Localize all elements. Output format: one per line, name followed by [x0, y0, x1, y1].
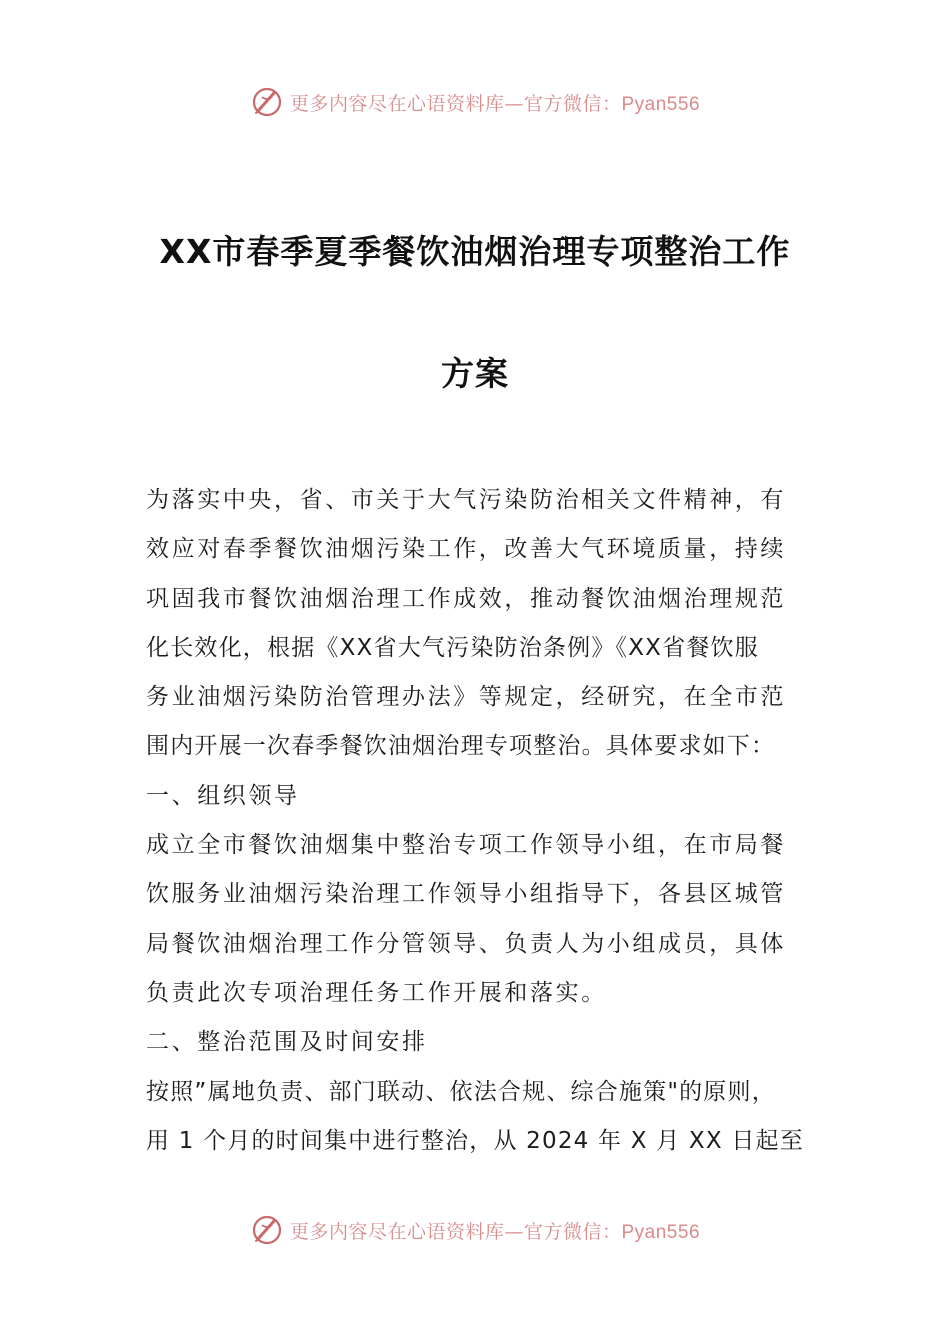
document-body: [146, 476, 826, 1166]
body-line: 化长效化，根据《XX省大气污染防治条例》《XX省餐饮服: [146, 634, 759, 661]
watermark-text: [290, 1217, 700, 1244]
wechat-id: Pyan556: [621, 93, 701, 115]
body-line: 围内开展一次春季餐饮油烟治理专项整治。具体要求如下：: [146, 733, 776, 760]
watermark-banner-bottom: [0, 1210, 950, 1250]
body-line: 务业油烟污染防治管理办法》等规定，经研究，在全市范: [146, 684, 786, 711]
body-line: 按照”属地负责、部门联动、依法合规、综合施策"的原则，: [146, 1078, 776, 1105]
body-line: 用 1 个月的时间集中进行整治，从 2024 年 X 月 XX 日起至: [146, 1127, 804, 1154]
section-heading: 一、组织领导: [146, 782, 300, 809]
section-heading: 二、整治范围及时间安排: [146, 1029, 428, 1056]
body-line: 为落实中央，省、市关于大气污染防治相关文件精神，有: [146, 487, 786, 513]
page-title-line-1: XX市春季夏季餐饮油烟治理专项整治工作: [159, 232, 791, 271]
wechat-id: Pyan556: [621, 1221, 701, 1243]
body-line: 成立全市餐饮油烟集中整治专项工作领导小组，在市局餐: [146, 832, 786, 859]
page-title-line-2: 方案: [441, 354, 509, 393]
watermark-label: 更多内容尽在心语资料库—官方微信：: [289, 1220, 622, 1243]
pen-logo-icon: [250, 1213, 284, 1247]
watermark-label: 更多内容尽在心语资料库—官方微信：: [289, 92, 622, 115]
body-line: 巩固我市餐饮油烟治理工作成效，推动餐饮油烟治理规范: [146, 585, 786, 612]
body-line: 负责此次专项治理任务工作开展和落实。: [146, 979, 607, 1006]
watermark-text: [290, 89, 700, 116]
pen-logo-icon: [250, 85, 284, 119]
body-line: 效应对春季餐饮油烟污染工作，改善大气环境质量，持续: [146, 536, 786, 563]
body-line: 饮服务业油烟污染治理工作领导小组指导下，各县区城管: [146, 881, 786, 908]
body-line: 局餐饮油烟治理工作分管领导、负责人为小组成员，具体: [146, 930, 786, 957]
watermark-banner-top: [0, 82, 950, 122]
